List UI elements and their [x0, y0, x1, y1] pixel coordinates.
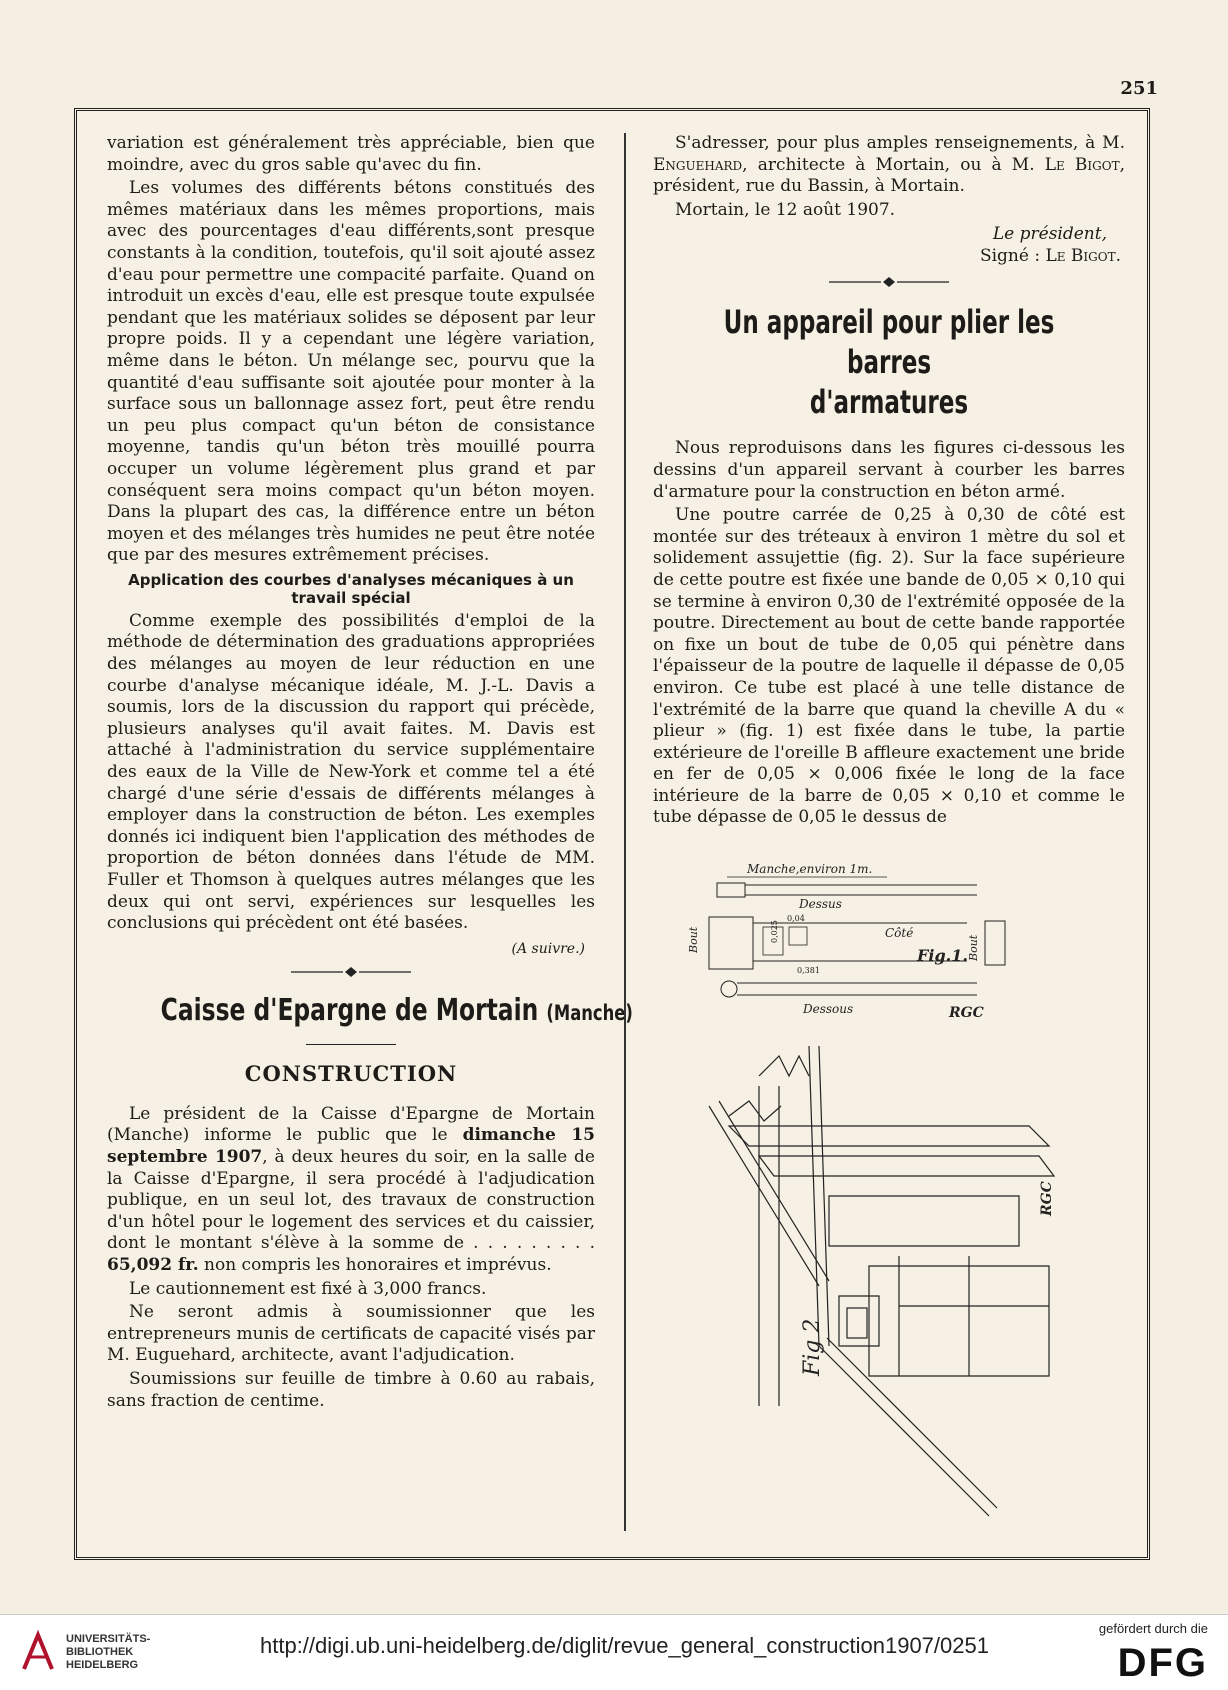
fig2-label: Fig 2 — [800, 1318, 825, 1376]
paragraph: Nous reproduisons dans les figures ci-dessous les dessins d'un appareil servant à courber les barres d'armature pour la construction en béton armé. — [653, 438, 1125, 502]
fig1-bout-left: Bout — [687, 926, 700, 953]
dfg-logo: DFG — [1117, 1641, 1208, 1685]
paragraph: Une poutre carrée de 0,25 à 0,30 de côté est montée sur des tréteaux à environ 1 mètre du sol et solidement assujettie (fig. 2). Sur la face supérieure de cette poutre est fixée une bande de 0,05 × 0,10 qui se termine à environ 0,30 de l'extrémité opposée de la poutre. Directement au bout de cette bande rapportée on fixe un bout de tube de 0,05 qui pénètre dans l'épaisseur de la poutre de laquelle il dépasse de 0,05 environ. Ce tube est placé à une telle distance de l'extrémité de la barre que quand la cheville A du « plieur » (fig. 1) est fixée dans le tube, la partie extérieure de l'oreille B affleure exactement une bride en fer de 0,05 × 0,006 fixée le long de la face intérieure de la barre de 0,05 × 0,10 et comme le tube dépasse de 0,05 le dessus de — [653, 505, 1125, 828]
signature-prefix: Signé : — [979, 246, 1046, 267]
left-column — [107, 133, 633, 1414]
paragraph — [107, 1104, 595, 1277]
fig1-dessous-label: Dessous — [803, 1002, 854, 1016]
article-title — [690, 302, 1087, 422]
text: S'adresser, pour plus amples renseignements, à M. — [675, 133, 1125, 153]
paragraph: variation est généralement très appréciable, bien que moindre, avec du gros sable qu'avec du fin. — [107, 133, 595, 175]
right-column — [653, 133, 1125, 831]
caisse-title-sub: (Manche) — [546, 1000, 633, 1025]
signature-name: Le Bigot. — [1045, 246, 1121, 267]
library-line: BIBLIOTHEK — [66, 1646, 134, 1658]
fig1-dim-b: 0,025 — [770, 920, 779, 943]
to-be-continued: (A suivre.) — [511, 940, 585, 957]
figure-2-drawing — [669, 1046, 1089, 1526]
date-bold: dimanche 15 septembre 1907 — [107, 1125, 595, 1167]
fig1-manche-label: Manche,environ 1m. — [747, 862, 873, 876]
name: Enguehard — [653, 154, 743, 175]
leader-dots: . . . . . . . . . — [464, 1233, 595, 1254]
page-number: 251 — [1120, 78, 1158, 99]
library-logo-icon — [18, 1629, 58, 1675]
fig2-rgc: RGC — [1039, 1181, 1055, 1216]
fig1-dim-a: 0,04 — [787, 914, 805, 923]
fig1-bout-right: Bout — [967, 934, 980, 961]
article-title-line1: Un appareil pour plier les barres — [723, 303, 1055, 382]
library-name — [66, 1633, 150, 1672]
amount: 65,092 fr. — [107, 1254, 199, 1275]
signature — [653, 245, 1121, 267]
fig1-rgc: RGC — [949, 1005, 984, 1021]
paragraph: Comme exemple des possibilités d'emploi de la méthode de détermination des graduations appropriées des mélanges au moyen de leur réduction en une courbe d'analyse mécanique idéale, M. J.-L. Davis a soumis, lors de la discussion du rapport qui précède, plusieurs analyses qu'il avait faites. M. Davis est attaché à l'administration du service supplémentaire des eaux de la Ville de New-York et comme tel a été chargé d'une série d'essais de différents mélanges à employer dans la construction de béton. Les exemples donnés ici indiquent bien l'application des méthodes de proportion de béton données dans l'étude de MM. Fuller et Thomson à quelques autres mélanges que les deux qui ont servi, expériences sur lesquelles les conclusions qui précèdent ont été basées. — [107, 610, 595, 934]
signature-title: Le président, — [992, 224, 1107, 245]
text: non compris les honoraires et imprévus. — [198, 1254, 552, 1275]
divider — [306, 1044, 396, 1045]
source-url[interactable]: http://digi.ub.uni-heidelberg.de/diglit/revue_general_construction1907/0251 — [260, 1633, 989, 1658]
fig1-cote-label: Côté — [885, 926, 914, 940]
paragraph: Ne seront admis à soumissionner que les entrepreneurs munis de certificats de capacité visés par M. Euguehard, architecte, avant l'adjudication. — [107, 1302, 595, 1366]
text: , président, rue du Bassin, à Mortain. — [653, 154, 1125, 197]
column-rule — [624, 133, 626, 1531]
text: , à deux heures du soir, en la salle de la Caisse d'Epargne, il sera procédé à l'adjudication publique, en un seul lot, des travaux de construction d'un hôtel pour le logement des services et du caissier, dont le montant s'élève à la somme de — [107, 1146, 595, 1254]
article-title-line2: d'armatures — [809, 383, 969, 422]
caisse-title — [160, 992, 633, 1032]
caisse-title-text: Caisse d'Epargne de Mortain — [160, 992, 539, 1028]
fig1-dim-c: 0,381 — [797, 966, 820, 975]
fig1-dessus-label: Dessus — [799, 897, 842, 911]
library-line: HEIDELBERG — [66, 1659, 139, 1671]
footer-banner — [0, 1614, 1228, 1690]
name: Le Bigot — [1044, 154, 1120, 175]
ornament-divider — [653, 273, 1125, 292]
text: , architecte à Mortain, ou à M. — [742, 154, 1035, 175]
paragraph: Les volumes des différents bétons constitués des mêmes matériaux dans les mêmes proportions, mais avec des pourcentages d'eau différents,sont presque constants à la condition, toutefois, qu'il soit ajouté assez d'eau pour permettre une compacité parfaite. Quand on introduit un excès d'eau, elle est presque toute expulsée pendant que les matériaux solides se déposent par leur propre poids. Il y a cependant une légère variation, même dans le béton. Un mélange sec, pourvu que la quantité d'eau suffisante soit ajoutée pour monter à la surface sous un ballonnage assez fort, peut être rendu un peu plus compact qu'un béton de consistance moyenne, tandis qu'un béton très mouillé pourra occuper un volume légèrement plus grand et par conséquent sera moins compact qu'un béton moyen. Dans la plupart des cas, la différence entre un béton moyen et des mélanges très humides ne peut être notée que par des mesures extrêmement précises. — [107, 178, 595, 566]
section-heading: CONSTRUCTION — [244, 1060, 458, 1086]
subheading: Application des courbes d'analyses mécaniques à un travail spécial — [128, 570, 574, 607]
funded-by-text: gefördert durch die — [1098, 1621, 1208, 1636]
paragraph: Soumissions sur feuille de timbre à 0.60 au rabais, sans fraction de centime. — [107, 1368, 595, 1411]
ornament-divider — [107, 963, 595, 982]
paragraph — [653, 133, 1125, 198]
paragraph: Mortain, le 12 août 1907. — [675, 199, 896, 220]
library-line: UNIVERSITÄTS- — [66, 1633, 151, 1645]
figure-1-drawing — [667, 861, 1067, 1031]
text: Le président de la Caisse d'Epargne de Mortain (Manche) informe le public que le — [107, 1103, 595, 1146]
paragraph: Le cautionnement est fixé à 3,000 francs. — [129, 1278, 487, 1299]
page-frame — [74, 108, 1150, 1560]
fig1-label: Fig.1. — [917, 946, 968, 965]
